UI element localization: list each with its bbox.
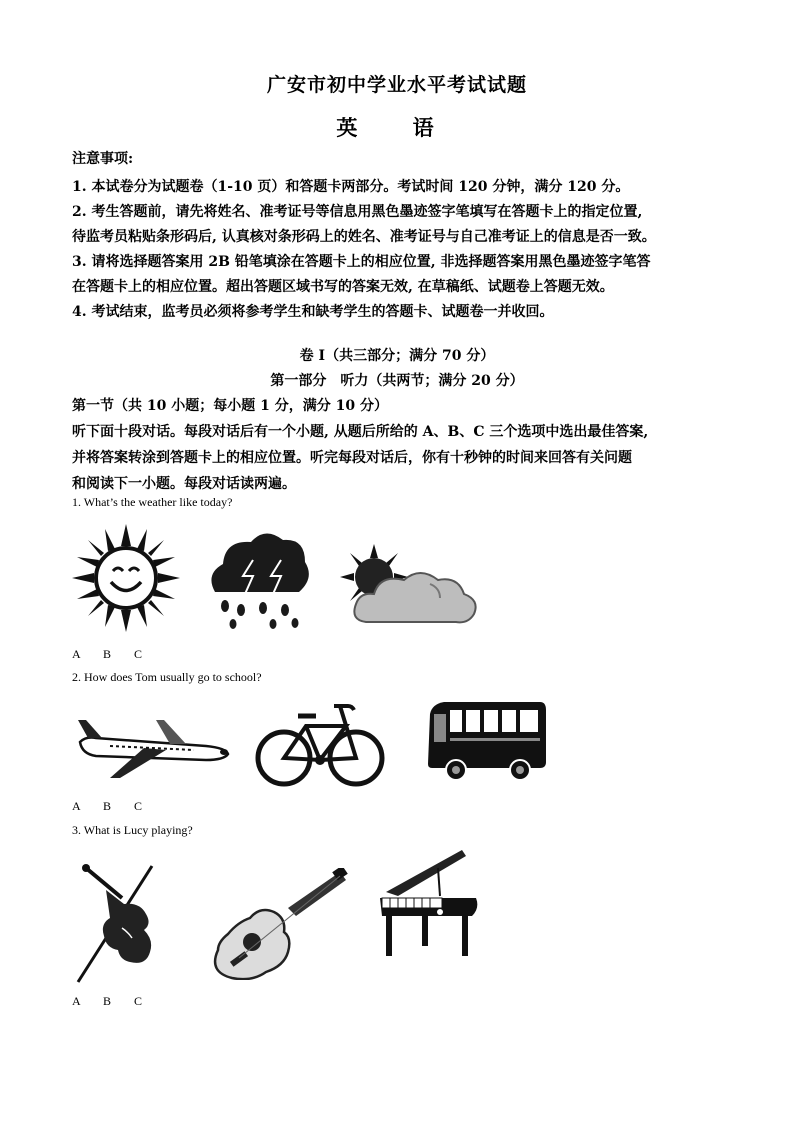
option-b: B — [103, 799, 112, 813]
subject-title: 英 语 — [336, 115, 458, 140]
option-a: A — [72, 799, 81, 813]
piano-icon — [378, 850, 480, 958]
instruction-line: 和阅读下一小题。每段对话读两遍。 — [72, 476, 296, 492]
note-line: 1. 本试卷分为试题卷（1-10 页）和答题卡两部分。考试时间 120 分钟，满分 120 分。 — [72, 179, 630, 195]
note-line: 2. 考生答题前，请先将姓名、准考证号等信息用黑色墨迹签字笔填写在答题卡上的指定位置, — [72, 204, 643, 220]
note-line: 在答题卡上的相应位置。超出答题区域书写的答案无效, 在草稿纸、试题卷上答题无效。 — [72, 279, 614, 295]
option-a: A — [72, 647, 81, 661]
question-1: 1. What’s the weather like today? — [72, 495, 233, 509]
option-c: C — [134, 799, 143, 813]
option-c: C — [134, 994, 143, 1008]
question-3-options — [72, 994, 165, 1009]
exam-title: 广安市初中学业水平考试试题 — [266, 74, 527, 96]
violin-icon — [74, 862, 184, 984]
option-b: B — [103, 994, 112, 1008]
instruction-line: 听下面十段对话。每段对话后有一个小题, 从题后所给的 A、B、C 三个选项中选出最佳答案, — [72, 424, 649, 440]
note-line: 3. 请将选择题答案用 2B 铅笔填涂在答题卡上的相应位置, 非选择题答案用黑色墨迹签字笔答 — [72, 254, 651, 270]
option-b: B — [103, 647, 112, 661]
guitar-icon — [212, 868, 348, 980]
question-3: 3. What is Lucy playing? — [72, 823, 193, 837]
question-2-options — [72, 799, 165, 814]
airplane-icon — [74, 712, 230, 780]
option-c: C — [134, 647, 143, 661]
notes-heading: 注意事项: — [72, 151, 134, 167]
section-heading: 第一节（共 10 小题；每小题 1 分，满分 10 分） — [72, 398, 388, 414]
question-2: 2. How does Tom usually go to school? — [72, 670, 262, 684]
instructions — [72, 419, 732, 497]
question-1-options — [72, 647, 165, 662]
instruction-line: 并将答案转涂到答题卡上的相应位置。听完每段对话后，你有十秒钟的时间来回答有关问题 — [72, 450, 632, 466]
rain-cloud-icon — [205, 530, 310, 632]
partly-cloudy-icon — [340, 544, 480, 629]
note-line: 待监考员粘贴条形码后, 认真核对条形码上的姓名、准考证号与自己准考证上的信息是否一致。 — [72, 229, 656, 245]
bus-icon — [428, 700, 548, 782]
note-line: 4. 考试结束，监考员必须将参考学生和缺考学生的答题卡、试题卷一并收回。 — [72, 304, 554, 320]
volume-heading: 卷 I（共三部分；满分 70 分） — [299, 348, 495, 364]
option-a: A — [72, 994, 81, 1008]
sun-icon — [72, 524, 180, 632]
bicycle-icon — [254, 702, 386, 788]
part-heading: 第一部分 听力（共两节；满分 20 分） — [270, 373, 524, 389]
notes-block — [72, 148, 732, 325]
